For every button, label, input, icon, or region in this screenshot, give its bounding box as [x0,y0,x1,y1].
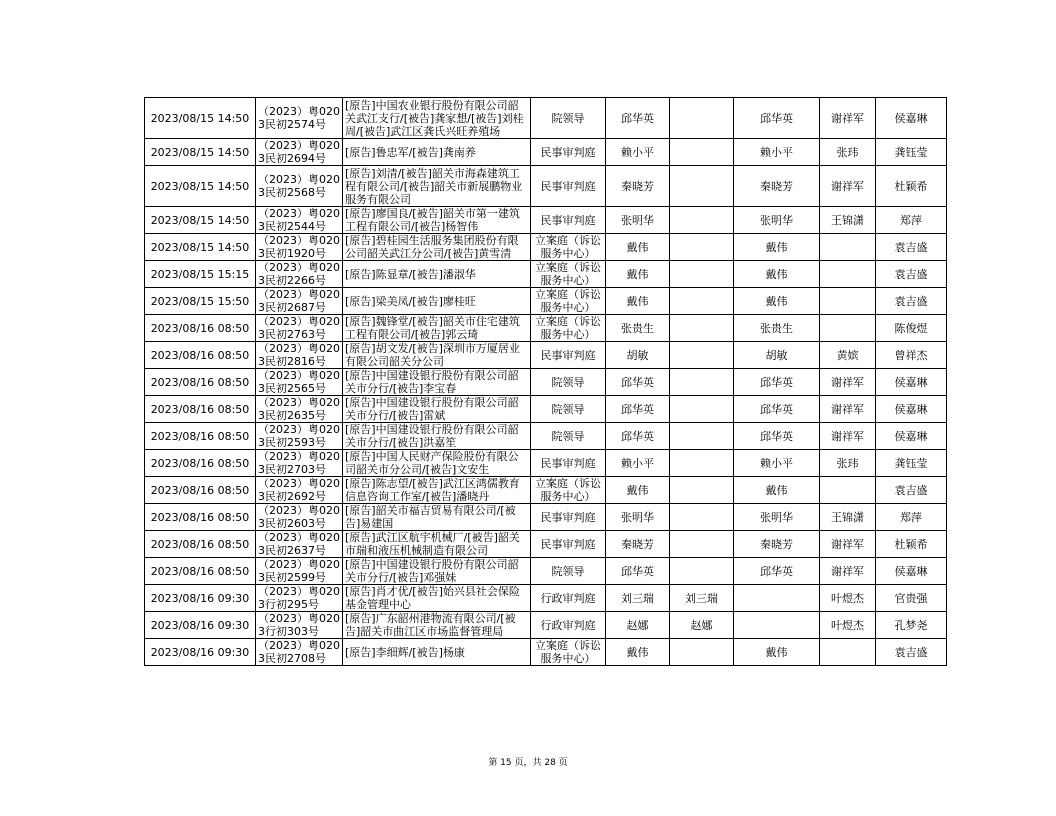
table-row [145,342,947,369]
parties-cell: [原告]陈志望/[被告]武江区鸿儒教育信息咨询工作室/[被告]潘晓丹 [343,477,531,504]
parties-cell: [原告]中国建设银行股份有限公司韶关市分行/[被告]雷斌 [343,396,531,423]
parties-cell: [原告]陈显章/[被告]潘淑华 [343,261,531,288]
table-row [145,558,947,585]
presiding-judge-cell: 戴伟 [606,639,670,666]
hearing-time-cell: 2023/08/15 14:50 [145,166,256,207]
clerk-cell: 侯嘉琳 [876,558,947,585]
case-number-cell: （2023）粤0203民初2568号 [256,166,343,207]
parties-cell: [原告]广东韶州港物流有限公司/[被告]韶关市曲江区市场监督管理局 [343,612,531,639]
chief-judge-cell: 胡敏 [734,342,820,369]
clerk-cell: 孔梦尧 [876,612,947,639]
hearing-time-cell: 2023/08/15 14:50 [145,207,256,234]
hearing-time-cell: 2023/08/16 09:30 [145,612,256,639]
clerk-cell: 龚钰莹 [876,139,947,166]
hearing-time-cell: 2023/08/16 08:50 [145,531,256,558]
panel-member-cell: 王锦潇 [820,504,876,531]
department-cell: 民事审判庭 [531,139,606,166]
parties-cell: [原告]魏锋堂/[被告]韶关市住宅建筑工程有限公司/[被告]郭云琦 [343,315,531,342]
assigned-judge-cell [670,531,734,558]
hearing-time-cell: 2023/08/16 08:50 [145,315,256,342]
table-row [145,261,947,288]
assigned-judge-cell [670,504,734,531]
hearing-time-cell: 2023/08/16 08:50 [145,450,256,477]
assigned-judge-cell [670,234,734,261]
clerk-cell: 杜颖希 [876,166,947,207]
hearing-time-cell: 2023/08/16 08:50 [145,396,256,423]
panel-member-cell [820,315,876,342]
clerk-cell: 袁吉盛 [876,261,947,288]
hearing-time-cell: 2023/08/16 08:50 [145,477,256,504]
clerk-cell: 杜颖希 [876,531,947,558]
assigned-judge-cell: 刘三瑞 [670,585,734,612]
presiding-judge-cell: 邱华英 [606,423,670,450]
department-cell: 立案庭（诉讼服务中心） [531,477,606,504]
assigned-judge-cell [670,450,734,477]
clerk-cell: 陈俊煜 [876,315,947,342]
table-row [145,396,947,423]
department-cell: 立案庭（诉讼服务中心） [531,288,606,315]
presiding-judge-cell: 邱华英 [606,369,670,396]
assigned-judge-cell: 赵娜 [670,612,734,639]
hearing-time-cell: 2023/08/15 15:15 [145,261,256,288]
presiding-judge-cell: 邱华英 [606,558,670,585]
parties-cell: [原告]韶关市福吉贸易有限公司/[被告]易建国 [343,504,531,531]
presiding-judge-cell: 戴伟 [606,288,670,315]
table-row [145,585,947,612]
case-number-cell: （2023）粤0203民初2635号 [256,396,343,423]
parties-cell: [原告]廖国良/[被告]韶关市第一建筑工程有限公司/[被告]杨智伟 [343,207,531,234]
hearing-schedule-table [144,97,947,666]
hearing-time-cell: 2023/08/16 08:50 [145,342,256,369]
assigned-judge-cell [670,207,734,234]
chief-judge-cell [734,585,820,612]
department-cell: 民事审判庭 [531,504,606,531]
parties-cell: [原告]梁美凤/[被告]廖桂旺 [343,288,531,315]
clerk-cell: 袁吉盛 [876,639,947,666]
presiding-judge-cell: 张明华 [606,504,670,531]
case-number-cell: （2023）粤0203民初2544号 [256,207,343,234]
clerk-cell: 侯嘉琳 [876,423,947,450]
table-row [145,423,947,450]
panel-member-cell: 王锦潇 [820,207,876,234]
case-number-cell: （2023）粤0203行初295号 [256,585,343,612]
hearing-time-cell: 2023/08/16 08:50 [145,423,256,450]
clerk-cell: 郑萍 [876,504,947,531]
hearing-time-cell: 2023/08/16 08:50 [145,369,256,396]
clerk-cell: 曾祥杰 [876,342,947,369]
assigned-judge-cell [670,639,734,666]
table-row [145,639,947,666]
case-number-cell: （2023）粤0203民初2687号 [256,288,343,315]
panel-member-cell [820,288,876,315]
presiding-judge-cell: 胡敏 [606,342,670,369]
chief-judge-cell: 邱华英 [734,396,820,423]
chief-judge-cell: 赖小平 [734,450,820,477]
case-number-cell: （2023）粤0203民初2565号 [256,369,343,396]
panel-member-cell: 谢祥军 [820,558,876,585]
chief-judge-cell [734,612,820,639]
presiding-judge-cell: 秦晓芳 [606,531,670,558]
department-cell: 民事审判庭 [531,342,606,369]
parties-cell: [原告]胡文发/[被告]深圳市万厦居业有限公司韶关分公司 [343,342,531,369]
presiding-judge-cell: 张贵生 [606,315,670,342]
chief-judge-cell: 张贵生 [734,315,820,342]
case-number-cell: （2023）粤0203民初2599号 [256,558,343,585]
table-row [145,477,947,504]
panel-member-cell: 谢祥军 [820,166,876,207]
table-row [145,288,947,315]
table-row [145,139,947,166]
hearing-time-cell: 2023/08/16 09:30 [145,585,256,612]
schedule-body [145,98,947,666]
department-cell: 行政审判庭 [531,585,606,612]
table-row [145,531,947,558]
department-cell: 民事审判庭 [531,166,606,207]
hearing-time-cell: 2023/08/16 08:50 [145,558,256,585]
hearing-time-cell: 2023/08/16 09:30 [145,639,256,666]
chief-judge-cell: 戴伟 [734,261,820,288]
hearing-time-cell: 2023/08/15 14:50 [145,98,256,139]
panel-member-cell: 叶煜杰 [820,585,876,612]
case-number-cell: （2023）粤0203民初2593号 [256,423,343,450]
department-cell: 院领导 [531,423,606,450]
chief-judge-cell: 邱华英 [734,558,820,585]
clerk-cell: 官贵强 [876,585,947,612]
clerk-cell: 侯嘉琳 [876,98,947,139]
case-number-cell: （2023）粤0203民初2708号 [256,639,343,666]
case-number-cell: （2023）粤0203民初2763号 [256,315,343,342]
panel-member-cell: 谢祥军 [820,98,876,139]
case-number-cell: （2023）粤0203民初2603号 [256,504,343,531]
panel-member-cell [820,234,876,261]
table-row [145,207,947,234]
parties-cell: [原告]碧桂园生活服务集团股份有限公司韶关武江分公司/[被告]黄雪清 [343,234,531,261]
assigned-judge-cell [670,342,734,369]
presiding-judge-cell: 张明华 [606,207,670,234]
parties-cell: [原告]刘清/[被告]韶关市海森建筑工程有限公司/[被告]韶关市新展鹏物业服务有限公司 [343,166,531,207]
assigned-judge-cell [670,315,734,342]
chief-judge-cell: 戴伟 [734,288,820,315]
assigned-judge-cell [670,423,734,450]
assigned-judge-cell [670,98,734,139]
panel-member-cell: 谢祥军 [820,396,876,423]
chief-judge-cell: 邱华英 [734,423,820,450]
case-number-cell: （2023）粤0203民初2637号 [256,531,343,558]
panel-member-cell: 谢祥军 [820,423,876,450]
assigned-judge-cell [670,369,734,396]
assigned-judge-cell [670,261,734,288]
department-cell: 院领导 [531,98,606,139]
department-cell: 院领导 [531,558,606,585]
clerk-cell: 龚钰莹 [876,450,947,477]
table-row [145,315,947,342]
parties-cell: [原告]鲁忠军/[被告]龚南养 [343,139,531,166]
clerk-cell: 袁吉盛 [876,477,947,504]
department-cell: 院领导 [531,369,606,396]
clerk-cell: 郑萍 [876,207,947,234]
department-cell: 行政审判庭 [531,612,606,639]
presiding-judge-cell: 戴伟 [606,261,670,288]
case-number-cell: （2023）粤0203民初2692号 [256,477,343,504]
page-footer: 第 15 页，共 28 页 [488,758,568,768]
department-cell: 立案庭（诉讼服务中心） [531,261,606,288]
parties-cell: [原告]中国建设银行股份有限公司韶关市分行/[被告]邓强妹 [343,558,531,585]
clerk-cell: 袁吉盛 [876,234,947,261]
department-cell: 民事审判庭 [531,207,606,234]
chief-judge-cell: 戴伟 [734,639,820,666]
parties-cell: [原告]李细辉/[被告]杨康 [343,639,531,666]
hearing-time-cell: 2023/08/16 08:50 [145,504,256,531]
parties-cell: [原告]中国建设银行股份有限公司韶关市分行/[被告]洪嘉笙 [343,423,531,450]
table-row [145,98,947,139]
clerk-cell: 侯嘉琳 [876,396,947,423]
chief-judge-cell: 戴伟 [734,477,820,504]
table-row [145,369,947,396]
parties-cell: [原告]武江区航宇机械厂/[被告]韶关市瑞和液压机械制造有限公司 [343,531,531,558]
assigned-judge-cell [670,166,734,207]
table-row [145,234,947,261]
presiding-judge-cell: 赖小平 [606,450,670,477]
case-number-cell: （2023）粤0203民初2703号 [256,450,343,477]
parties-cell: [原告]中国建设银行股份有限公司韶关市分行/[被告]李宝春 [343,369,531,396]
chief-judge-cell: 秦晓芳 [734,166,820,207]
table-row [145,166,947,207]
chief-judge-cell: 赖小平 [734,139,820,166]
panel-member-cell: 张玮 [820,139,876,166]
presiding-judge-cell: 秦晓芳 [606,166,670,207]
presiding-judge-cell: 邱华英 [606,98,670,139]
assigned-judge-cell [670,477,734,504]
chief-judge-cell: 张明华 [734,504,820,531]
case-number-cell: （2023）粤0203行初303号 [256,612,343,639]
panel-member-cell: 叶煜杰 [820,612,876,639]
case-number-cell: （2023）粤0203民初1920号 [256,234,343,261]
chief-judge-cell: 邱华英 [734,369,820,396]
parties-cell: [原告]中国农业银行股份有限公司韶关武江支行/[被告]龚家想/[被告]刘桂周/[被告]武江区龚氏兴旺养殖场 [343,98,531,139]
panel-member-cell: 黄嫔 [820,342,876,369]
hearing-time-cell: 2023/08/15 14:50 [145,234,256,261]
table-row [145,450,947,477]
presiding-judge-cell: 戴伟 [606,477,670,504]
clerk-cell: 侯嘉琳 [876,369,947,396]
department-cell: 院领导 [531,396,606,423]
department-cell: 立案庭（诉讼服务中心） [531,639,606,666]
assigned-judge-cell [670,558,734,585]
case-number-cell: （2023）粤0203民初2266号 [256,261,343,288]
chief-judge-cell: 邱华英 [734,98,820,139]
hearing-time-cell: 2023/08/15 14:50 [145,139,256,166]
clerk-cell: 袁吉盛 [876,288,947,315]
assigned-judge-cell [670,396,734,423]
table-row [145,504,947,531]
assigned-judge-cell [670,139,734,166]
presiding-judge-cell: 赵娜 [606,612,670,639]
presiding-judge-cell: 戴伟 [606,234,670,261]
table-row [145,612,947,639]
parties-cell: [原告]肖才优/[被告]始兴县社会保险基金管理中心 [343,585,531,612]
panel-member-cell: 谢祥军 [820,369,876,396]
presiding-judge-cell: 邱华英 [606,396,670,423]
department-cell: 立案庭（诉讼服务中心） [531,315,606,342]
panel-member-cell: 张玮 [820,450,876,477]
hearing-time-cell: 2023/08/15 15:50 [145,288,256,315]
panel-member-cell [820,261,876,288]
chief-judge-cell: 张明华 [734,207,820,234]
presiding-judge-cell: 赖小平 [606,139,670,166]
panel-member-cell [820,477,876,504]
panel-member-cell: 谢祥军 [820,531,876,558]
department-cell: 民事审判庭 [531,531,606,558]
department-cell: 民事审判庭 [531,450,606,477]
department-cell: 立案庭（诉讼服务中心） [531,234,606,261]
presiding-judge-cell: 刘三瑞 [606,585,670,612]
case-number-cell: （2023）粤0203民初2694号 [256,139,343,166]
chief-judge-cell: 秦晓芳 [734,531,820,558]
assigned-judge-cell [670,288,734,315]
panel-member-cell [820,639,876,666]
case-number-cell: （2023）粤0203民初2574号 [256,98,343,139]
chief-judge-cell: 戴伟 [734,234,820,261]
case-number-cell: （2023）粤0203民初2816号 [256,342,343,369]
parties-cell: [原告]中国人民财产保险股份有限公司韶关市分公司/[被告]文安生 [343,450,531,477]
